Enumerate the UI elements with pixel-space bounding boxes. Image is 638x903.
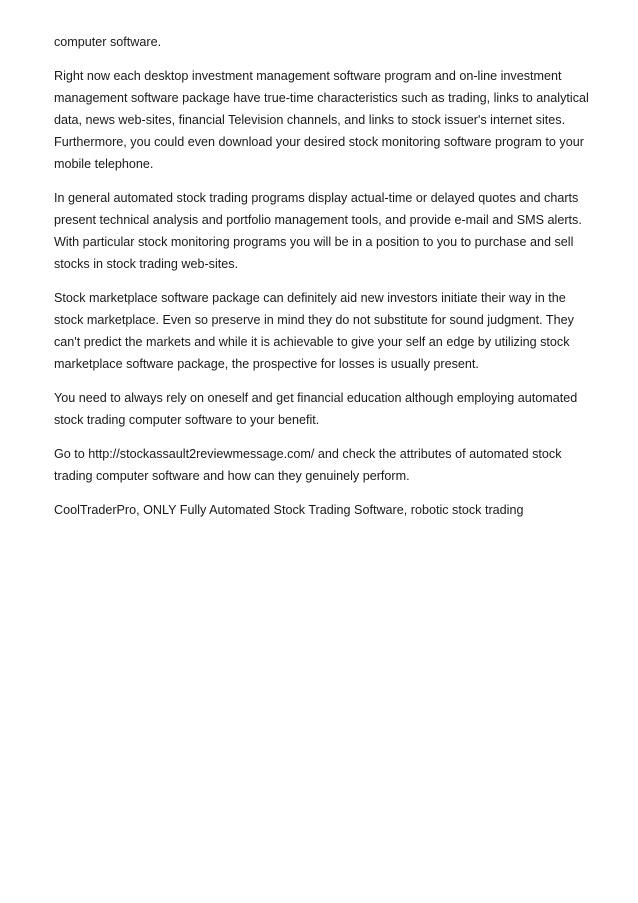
paragraph-continuation: computer software.: [54, 35, 162, 49]
paragraph-website-reference: Go to http://stockassault2reviewmessage.com/ and check the attributes of automated stock trading computer software and how can they genuinely perform.: [54, 447, 562, 483]
paragraph-realtime-features: Right now each desktop investment management software program and on-line investment management software package have true-time characteristics such as trading, links to analytical data, news web-sites, financial Television channels, and links to stock issuer's internet sites. Furthermore, you could even download your desired stock monitoring software program to your mobile telephone.: [54, 69, 589, 171]
document-body: [54, 31, 594, 533]
paragraph-new-investors: Stock marketplace software package can definitely aid new investors initiate their way in the stock marketplace. Even so preserve in mind they do not substitute for sound judgment. They can't predict the markets and while it is achievable to give your self an edge by utilizing stock marketplace software package, the prospective for losses is usually present.: [54, 291, 574, 371]
paragraph-closing-keywords: CoolTraderPro, ONLY Fully Automated Stock Trading Software, robotic stock trading: [54, 503, 524, 517]
paragraph-automated-programs: In general automated stock trading programs display actual-time or delayed quotes and charts present technical analysis and portfolio management tools, and provide e-mail and SMS alerts. With particular stock monitoring programs you will be in a position to you to purchase and sell stocks in stock trading web-sites.: [54, 191, 582, 271]
paragraph-financial-education: You need to always rely on oneself and get financial education although employing automated stock trading computer software to your benefit.: [54, 391, 578, 427]
